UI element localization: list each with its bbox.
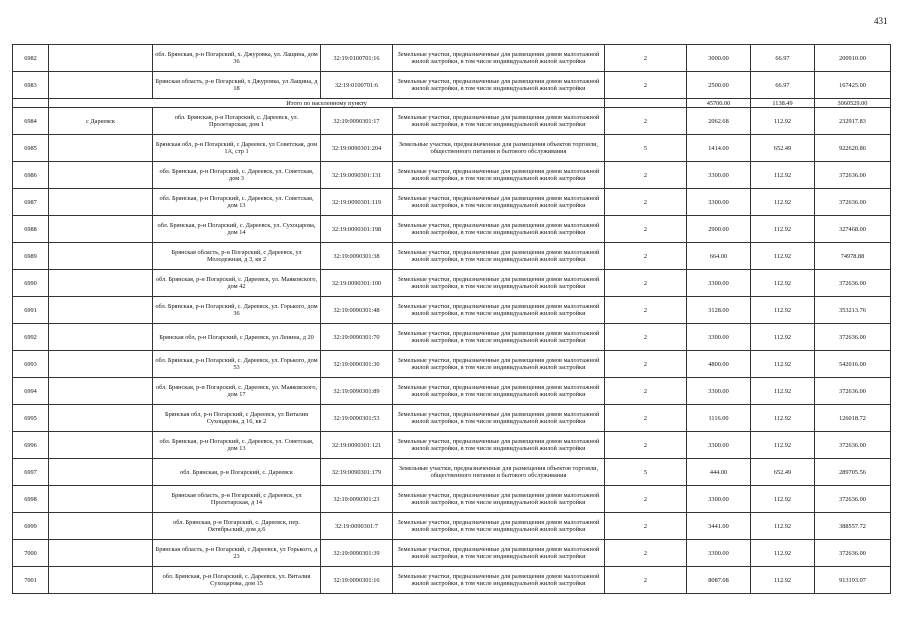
empty-cell bbox=[49, 378, 153, 405]
area-cell: 444.00 bbox=[687, 459, 751, 486]
empty-cell bbox=[13, 99, 49, 108]
total-cell: 913193.07 bbox=[815, 567, 891, 594]
row-number: 6986 bbox=[13, 162, 49, 189]
empty-cell bbox=[49, 567, 153, 594]
land-category-cell: Земельные участки, предназначенные для размещения домов малоэтажной жилой застройки, в том числе индивидуальной жилой застройки bbox=[393, 486, 605, 513]
group-code-cell: 2 bbox=[605, 324, 687, 351]
cadastral-number-cell: 32:19:0090301:121 bbox=[321, 432, 393, 459]
empty-cell bbox=[49, 135, 153, 162]
cadastral-number-cell: 32:19:0090301:204 bbox=[321, 135, 393, 162]
page-number: 431 bbox=[874, 16, 888, 26]
cadastral-number-cell: 32:19:0090301:70 bbox=[321, 324, 393, 351]
address-cell: Брянская область, р-н Погарский, с Дареевск, ул Пролетарская, д 14 bbox=[153, 486, 321, 513]
price-cell: 66.97 bbox=[751, 45, 815, 72]
address-cell: Брянская область, р-н Погарский, с Дареевск, ул Горького, д 23 bbox=[153, 540, 321, 567]
row-number: 6991 bbox=[13, 297, 49, 324]
summary-label: Итого по населенному пункту bbox=[49, 99, 605, 108]
table-row bbox=[13, 270, 891, 297]
total-cell: 327468.00 bbox=[815, 216, 891, 243]
row-number: 7001 bbox=[13, 567, 49, 594]
land-category-cell: Земельные участки, предназначенные для размещения домов малоэтажной жилой застройки, в том числе индивидуальной жилой застройки bbox=[393, 45, 605, 72]
empty-cell bbox=[49, 432, 153, 459]
group-code-cell: 2 bbox=[605, 72, 687, 99]
empty-cell bbox=[49, 297, 153, 324]
land-category-cell: Земельные участки, предназначенные для размещения домов малоэтажной жилой застройки, в том числе индивидуальной жилой застройки bbox=[393, 378, 605, 405]
area-cell: 2062.68 bbox=[687, 108, 751, 135]
address-cell: обл. Брянская, р-н Погарский, х. Джуровка, ул. Лащина, дом 36 bbox=[153, 45, 321, 72]
area-cell: 3300.00 bbox=[687, 189, 751, 216]
row-number: 6998 bbox=[13, 486, 49, 513]
address-cell: обл. Брянская, р-н Погарский, с. Дареевск, ул. Советская, дом 3 bbox=[153, 162, 321, 189]
price-cell: 112.92 bbox=[751, 567, 815, 594]
cadastral-value-table bbox=[12, 44, 891, 594]
land-category-cell: Земельные участки, предназначенные для размещения домов малоэтажной жилой застройки, в том числе индивидуальной жилой застройки bbox=[393, 216, 605, 243]
table-row bbox=[13, 567, 891, 594]
table-row bbox=[13, 108, 891, 135]
empty-cell bbox=[49, 324, 153, 351]
empty-cell bbox=[49, 72, 153, 99]
address-cell: обл. Брянская, р-н Погарский, с. Дареевск, ул. Горького, дом 53 bbox=[153, 351, 321, 378]
land-category-cell: Земельные участки, предназначенные для размещения объектов торговли, общественного питания и бытового обслуживания bbox=[393, 459, 605, 486]
table-row bbox=[13, 162, 891, 189]
price-cell: 112.92 bbox=[751, 432, 815, 459]
cadastral-number-cell: 32:19:0090301:39 bbox=[321, 540, 393, 567]
address-cell: обл. Брянская, р-н Погарский, с. Дареевск, ул. Сухоцарова, дом 14 bbox=[153, 216, 321, 243]
price-cell: 652.49 bbox=[751, 459, 815, 486]
total-cell: 372636.00 bbox=[815, 486, 891, 513]
address-cell: Брянская обл, р-н Погарский, с Дареевск, ул Виталия Сухоцарова, д 16, кв 2 bbox=[153, 405, 321, 432]
price-cell: 112.92 bbox=[751, 216, 815, 243]
table-body bbox=[13, 45, 891, 594]
price-cell: 112.92 bbox=[751, 513, 815, 540]
empty-cell bbox=[49, 540, 153, 567]
land-category-cell: Земельные участки, предназначенные для размещения домов малоэтажной жилой застройки, в том числе индивидуальной жилой застройки bbox=[393, 324, 605, 351]
table-row bbox=[13, 45, 891, 72]
price-cell: 112.92 bbox=[751, 405, 815, 432]
empty-cell bbox=[49, 270, 153, 297]
land-category-cell: Земельные участки, предназначенные для размещения домов малоэтажной жилой застройки, в том числе индивидуальной жилой застройки bbox=[393, 567, 605, 594]
table-row bbox=[13, 297, 891, 324]
group-code-cell: 2 bbox=[605, 108, 687, 135]
row-number: 6993 bbox=[13, 351, 49, 378]
table-row bbox=[13, 405, 891, 432]
group-code-cell: 2 bbox=[605, 270, 687, 297]
table-row bbox=[13, 135, 891, 162]
total-cell: 372636.00 bbox=[815, 540, 891, 567]
address-cell: обл. Брянская, р-н Погарский, с. Дареевск bbox=[153, 459, 321, 486]
area-cell: 3300.00 bbox=[687, 540, 751, 567]
total-cell: 200910.00 bbox=[815, 45, 891, 72]
group-code-cell: 5 bbox=[605, 135, 687, 162]
group-code-cell: 2 bbox=[605, 567, 687, 594]
empty-cell bbox=[49, 243, 153, 270]
group-code-cell: 5 bbox=[605, 459, 687, 486]
total-cell: 167425.00 bbox=[815, 72, 891, 99]
group-code-cell: 2 bbox=[605, 432, 687, 459]
row-number: 6989 bbox=[13, 243, 49, 270]
table-row bbox=[13, 189, 891, 216]
table-row bbox=[13, 216, 891, 243]
price-cell: 112.92 bbox=[751, 378, 815, 405]
cadastral-number-cell: 32:19:0090301:23 bbox=[321, 486, 393, 513]
land-category-cell: Земельные участки, предназначенные для размещения домов малоэтажной жилой застройки, в том числе индивидуальной жилой застройки bbox=[393, 297, 605, 324]
total-cell: 372636.00 bbox=[815, 162, 891, 189]
address-cell: обл. Брянская, р-н Погарский, с. Дареевск, ул. Советская, дом 13 bbox=[153, 432, 321, 459]
cadastral-number-cell: 32:19:0090301:100 bbox=[321, 270, 393, 297]
area-cell: 2500.00 bbox=[687, 72, 751, 99]
address-cell: обл. Брянская, р-н Погарский, с. Дареевск, пер. Октябрьский, дом д.6 bbox=[153, 513, 321, 540]
address-cell: обл. Брянская, р-н Погарский, с. Дареевск, ул. Маяковского, дом 42 bbox=[153, 270, 321, 297]
row-number: 6983 bbox=[13, 72, 49, 99]
empty-cell bbox=[49, 351, 153, 378]
total-cell: 922620.86 bbox=[815, 135, 891, 162]
cadastral-number-cell: 32:19:0100701:6 bbox=[321, 72, 393, 99]
price-cell: 1138.49 bbox=[751, 99, 815, 108]
address-cell: Брянская обл, р-н Погарский, с Дареевск, ул Ленина, д 20 bbox=[153, 324, 321, 351]
group-code-cell: 2 bbox=[605, 216, 687, 243]
empty-cell bbox=[49, 162, 153, 189]
cadastral-number-cell: 32:19:0090301:38 bbox=[321, 243, 393, 270]
address-cell: обл. Брянская, р-н Погарский, с. Дареевск, ул. Маяковского, дом 17 bbox=[153, 378, 321, 405]
area-cell: 8087.08 bbox=[687, 567, 751, 594]
price-cell: 112.92 bbox=[751, 486, 815, 513]
land-category-cell: Земельные участки, предназначенные для размещения домов малоэтажной жилой застройки, в том числе индивидуальной жилой застройки bbox=[393, 405, 605, 432]
group-code-cell: 2 bbox=[605, 540, 687, 567]
area-cell: 3300.00 bbox=[687, 324, 751, 351]
empty-cell bbox=[49, 459, 153, 486]
area-cell: 45700.00 bbox=[687, 99, 751, 108]
cadastral-number-cell: 32:19:0090301:7 bbox=[321, 513, 393, 540]
land-category-cell: Земельные участки, предназначенные для размещения домов малоэтажной жилой застройки, в том числе индивидуальной жилой застройки bbox=[393, 540, 605, 567]
summary-row bbox=[13, 99, 891, 108]
total-cell: 372636.00 bbox=[815, 432, 891, 459]
cadastral-number-cell: 32:19:0090301:198 bbox=[321, 216, 393, 243]
area-cell: 3300.00 bbox=[687, 378, 751, 405]
land-category-cell: Земельные участки, предназначенные для размещения объектов торговли, общественного питания и бытового обслуживания bbox=[393, 135, 605, 162]
address-cell: Брянская область, р-н Погарский, х Джуровка, ул Лащина, д 18 bbox=[153, 72, 321, 99]
land-category-cell: Земельные участки, предназначенные для размещения домов малоэтажной жилой застройки, в том числе индивидуальной жилой застройки bbox=[393, 189, 605, 216]
cadastral-number-cell: 32:19:0090301:30 bbox=[321, 351, 393, 378]
empty-cell bbox=[49, 486, 153, 513]
row-number: 6997 bbox=[13, 459, 49, 486]
address-cell: Брянская обл, р-н Погарский, с Дареевск, ул Советская, дом 1А, стр 1 bbox=[153, 135, 321, 162]
empty-cell bbox=[49, 45, 153, 72]
land-category-cell: Земельные участки, предназначенные для размещения домов малоэтажной жилой застройки, в том числе индивидуальной жилой застройки bbox=[393, 351, 605, 378]
table-row bbox=[13, 324, 891, 351]
area-cell: 1116.00 bbox=[687, 405, 751, 432]
price-cell: 112.92 bbox=[751, 351, 815, 378]
cadastral-number-cell: 32:19:0090301:16 bbox=[321, 567, 393, 594]
total-cell: 74978.88 bbox=[815, 243, 891, 270]
group-code-cell: 2 bbox=[605, 297, 687, 324]
row-number: 6985 bbox=[13, 135, 49, 162]
group-code-cell: 2 bbox=[605, 486, 687, 513]
price-cell: 112.92 bbox=[751, 189, 815, 216]
row-number: 6994 bbox=[13, 378, 49, 405]
cadastral-number-cell: 32:19:0090301:89 bbox=[321, 378, 393, 405]
row-number: 7000 bbox=[13, 540, 49, 567]
table-row bbox=[13, 432, 891, 459]
row-number: 6984 bbox=[13, 108, 49, 135]
total-cell: 542016.00 bbox=[815, 351, 891, 378]
area-cell: 4800.00 bbox=[687, 351, 751, 378]
row-number: 6987 bbox=[13, 189, 49, 216]
total-cell: 372636.00 bbox=[815, 324, 891, 351]
table-row bbox=[13, 72, 891, 99]
cadastral-number-cell: 32:19:0100701:16 bbox=[321, 45, 393, 72]
group-code-cell: 2 bbox=[605, 351, 687, 378]
price-cell: 66.97 bbox=[751, 72, 815, 99]
table-row bbox=[13, 459, 891, 486]
price-cell: 112.92 bbox=[751, 324, 815, 351]
cadastral-number-cell: 32:19:0090301:53 bbox=[321, 405, 393, 432]
price-cell: 112.92 bbox=[751, 162, 815, 189]
group-code-cell: 2 bbox=[605, 162, 687, 189]
land-category-cell: Земельные участки, предназначенные для размещения домов малоэтажной жилой застройки, в том числе индивидуальной жилой застройки bbox=[393, 108, 605, 135]
price-cell: 112.92 bbox=[751, 243, 815, 270]
total-cell: 3060529.00 bbox=[815, 99, 891, 108]
row-number: 6996 bbox=[13, 432, 49, 459]
total-cell: 353213.76 bbox=[815, 297, 891, 324]
area-cell: 3300.00 bbox=[687, 432, 751, 459]
land-category-cell: Земельные участки, предназначенные для размещения домов малоэтажной жилой застройки, в том числе индивидуальной жилой застройки bbox=[393, 162, 605, 189]
cadastral-number-cell: 32:19:0090301:48 bbox=[321, 297, 393, 324]
total-cell: 372636.00 bbox=[815, 378, 891, 405]
area-cell: 1414.00 bbox=[687, 135, 751, 162]
total-cell: 232917.83 bbox=[815, 108, 891, 135]
row-number: 6999 bbox=[13, 513, 49, 540]
price-cell: 112.92 bbox=[751, 540, 815, 567]
price-cell: 112.92 bbox=[751, 270, 815, 297]
row-number: 6990 bbox=[13, 270, 49, 297]
area-cell: 3300.00 bbox=[687, 486, 751, 513]
group-code-cell: 2 bbox=[605, 378, 687, 405]
cadastral-number-cell: 32:19:0090301:179 bbox=[321, 459, 393, 486]
table-row bbox=[13, 378, 891, 405]
table-row bbox=[13, 351, 891, 378]
group-code-cell: 2 bbox=[605, 405, 687, 432]
group-code-cell: 2 bbox=[605, 189, 687, 216]
row-number: 6988 bbox=[13, 216, 49, 243]
group-code-cell: 2 bbox=[605, 513, 687, 540]
address-cell: Брянская область, р-н Погарский, с Дареевск, ул Молодежная, д 3, кв 2 bbox=[153, 243, 321, 270]
address-cell: обл. Брянская, р-н Погарский, с. Дареевск, ул. Пролетарская, дом 1 bbox=[153, 108, 321, 135]
total-cell: 388557.72 bbox=[815, 513, 891, 540]
land-category-cell: Земельные участки, предназначенные для размещения домов малоэтажной жилой застройки, в том числе индивидуальной жилой застройки bbox=[393, 432, 605, 459]
empty-cell bbox=[49, 405, 153, 432]
area-cell: 2900.00 bbox=[687, 216, 751, 243]
price-cell: 112.92 bbox=[751, 297, 815, 324]
land-category-cell: Земельные участки, предназначенные для размещения домов малоэтажной жилой застройки, в том числе индивидуальной жилой застройки bbox=[393, 513, 605, 540]
price-cell: 112.92 bbox=[751, 108, 815, 135]
land-category-cell: Земельные участки, предназначенные для размещения домов малоэтажной жилой застройки, в том числе индивидуальной жилой застройки bbox=[393, 72, 605, 99]
empty-cell bbox=[49, 216, 153, 243]
table-row bbox=[13, 513, 891, 540]
area-cell: 3441.00 bbox=[687, 513, 751, 540]
land-category-cell: Земельные участки, предназначенные для размещения домов малоэтажной жилой застройки, в том числе индивидуальной жилой застройки bbox=[393, 243, 605, 270]
empty-cell bbox=[605, 99, 687, 108]
table-row bbox=[13, 243, 891, 270]
area-cell: 664.00 bbox=[687, 243, 751, 270]
total-cell: 289705.56 bbox=[815, 459, 891, 486]
total-cell: 126018.72 bbox=[815, 405, 891, 432]
cadastral-number-cell: 32:19:0090301:131 bbox=[321, 162, 393, 189]
group-code-cell: 2 bbox=[605, 45, 687, 72]
row-number: 6992 bbox=[13, 324, 49, 351]
empty-cell bbox=[49, 513, 153, 540]
address-cell: обл. Брянская, р-н Погарский, с. Дареевск, ул. Горького, дом 36 bbox=[153, 297, 321, 324]
area-cell: 3300.00 bbox=[687, 270, 751, 297]
address-cell: обл. Брянская, р-н Погарский, с. Дареевск, ул. Советская, дом 13 bbox=[153, 189, 321, 216]
total-cell: 372636.00 bbox=[815, 189, 891, 216]
area-cell: 3000.00 bbox=[687, 45, 751, 72]
land-category-cell: Земельные участки, предназначенные для размещения домов малоэтажной жилой застройки, в том числе индивидуальной жилой застройки bbox=[393, 270, 605, 297]
total-cell: 372636.00 bbox=[815, 270, 891, 297]
address-cell: обл. Брянская, р-н Погарский, с. Дареевск, ул. Виталия Сухоцарова, дом 15 bbox=[153, 567, 321, 594]
settlement-label: с Дареевск bbox=[49, 108, 153, 135]
group-code-cell: 2 bbox=[605, 243, 687, 270]
cadastral-number-cell: 32:19:0090301:17 bbox=[321, 108, 393, 135]
price-cell: 652.49 bbox=[751, 135, 815, 162]
empty-cell bbox=[49, 189, 153, 216]
row-number: 6995 bbox=[13, 405, 49, 432]
table-row bbox=[13, 486, 891, 513]
cadastral-number-cell: 32:19:0090301:119 bbox=[321, 189, 393, 216]
area-cell: 3300.00 bbox=[687, 162, 751, 189]
area-cell: 3128.00 bbox=[687, 297, 751, 324]
row-number: 6982 bbox=[13, 45, 49, 72]
table-row bbox=[13, 540, 891, 567]
